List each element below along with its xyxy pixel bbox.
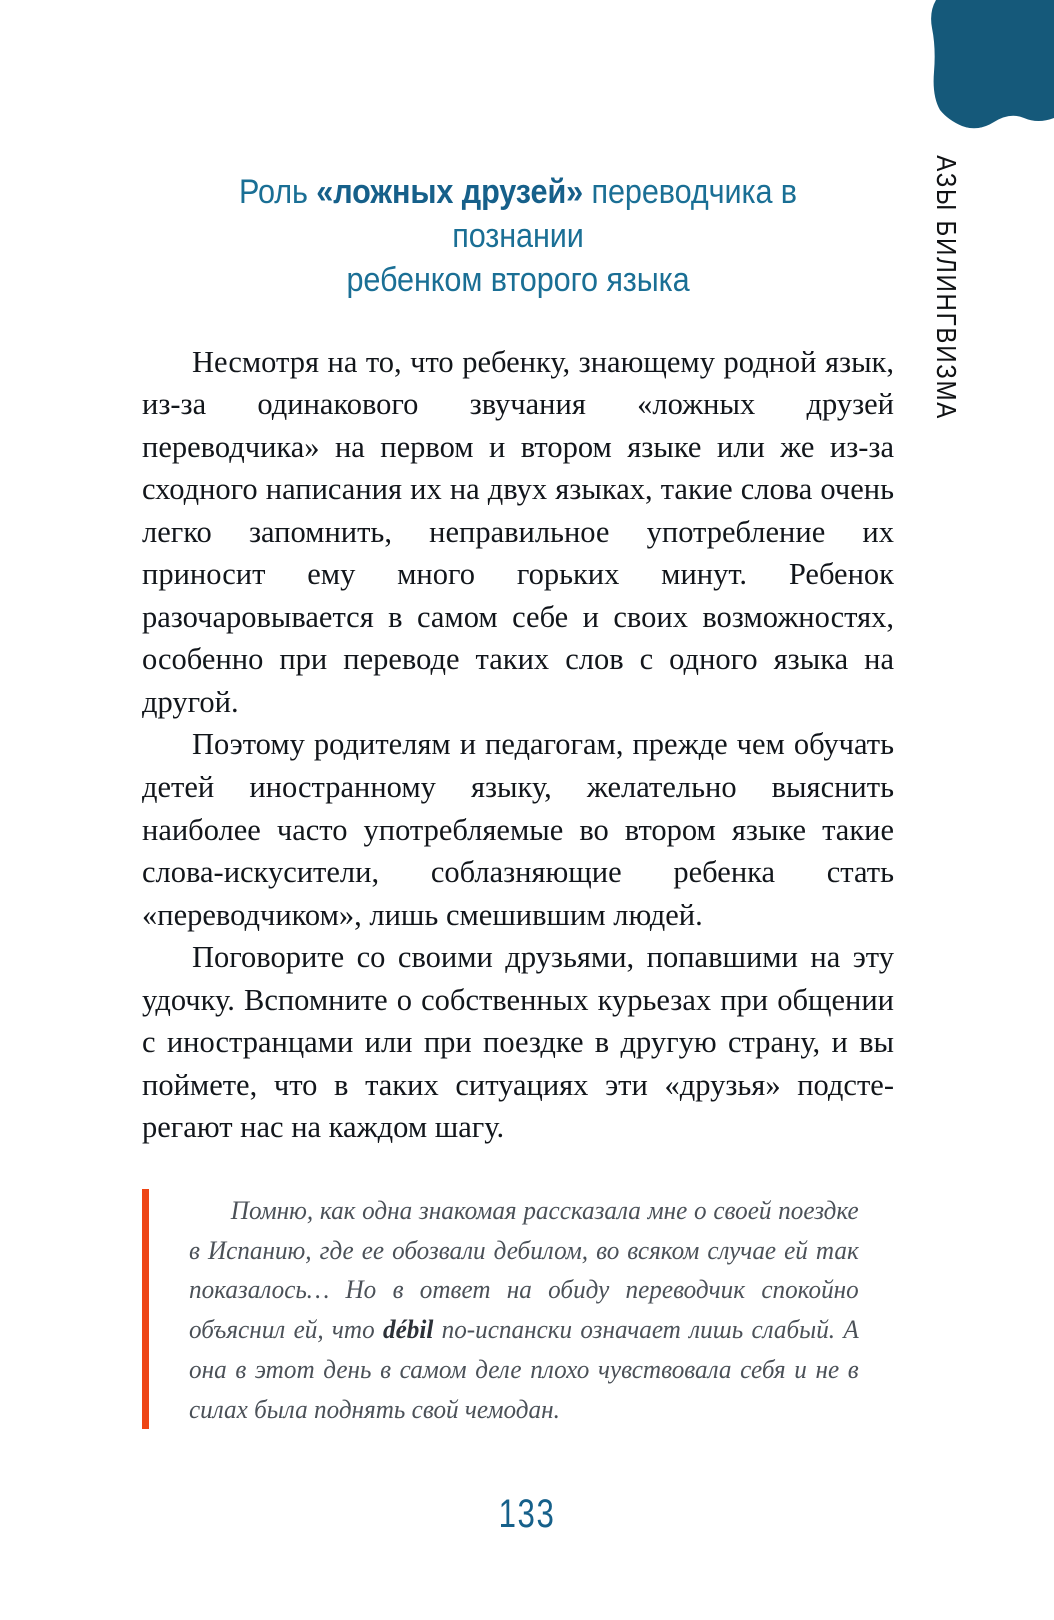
page-number: 133	[498, 1492, 556, 1536]
page-title-emphasis: «ложных друзей»	[316, 173, 584, 211]
edge-tab-label: АЗЫ БИЛИНГВИЗМА	[931, 155, 962, 421]
page-title-part-2: переводчика в познании	[452, 173, 797, 256]
page-title	[180, 0, 857, 303]
text-column	[142, 0, 894, 1429]
pull-quote-accent-bar	[142, 1189, 149, 1430]
body-paragraph: Несмотря на то, что ребенку, знающему родной язык, из-за одинакового звучания «ложных друзей переводчика» на первом и втором языке или же из-за сходного написания их на двух языках, такие слова очень легко запомнить, неправильное употребление их приносит ему много горьких минут. Ребенок разочаровывается в самом себе и своих возможностях, особенно при переводе таких слов с одного языка на другой.	[142, 344, 894, 719]
body-paragraph: Поговорите со своими друзьями, попавшими на эту удочку. Вспомните о собственных курьезах при общении с иностранцами или при поездке в другую страну, и вы поймете, что в таких ситуациях эти «друзья» подстерегают нас на каждом шагу.	[142, 940, 894, 1145]
page-title-line-2: ребенком второго языка	[346, 261, 690, 300]
pull-quote-emphasis: débil	[382, 1314, 434, 1345]
page-title-part-1: Роль	[239, 173, 317, 211]
pull-quote-text	[189, 1191, 859, 1430]
body-paragraph: Поэтому родителям и педагогам, прежде чем обучать детей иностранному языку, желательно выяснить наиболее часто употребляемые во втором языке такие слова-искусители, соблазняющие ребенка стать «переводчиком», лишь смешившим людей.	[142, 727, 894, 932]
pull-quote-body	[149, 1189, 894, 1430]
pull-quote-part-1: Помню, как одна знакомая рассказала мне о своей поездке в Испанию, где ее обозвали дебилом, во всяком случае ей так показалось… Но в ответ на обиду переводчик спокойно объяснил ей, что	[189, 1194, 859, 1345]
pull-quote-part-2: по-испански означает лишь слабый. А она в этот день в самом деле плохо чувствовала себя и не в силах была поднять свой чемодан.	[189, 1314, 859, 1424]
pull-quote	[142, 1189, 894, 1430]
